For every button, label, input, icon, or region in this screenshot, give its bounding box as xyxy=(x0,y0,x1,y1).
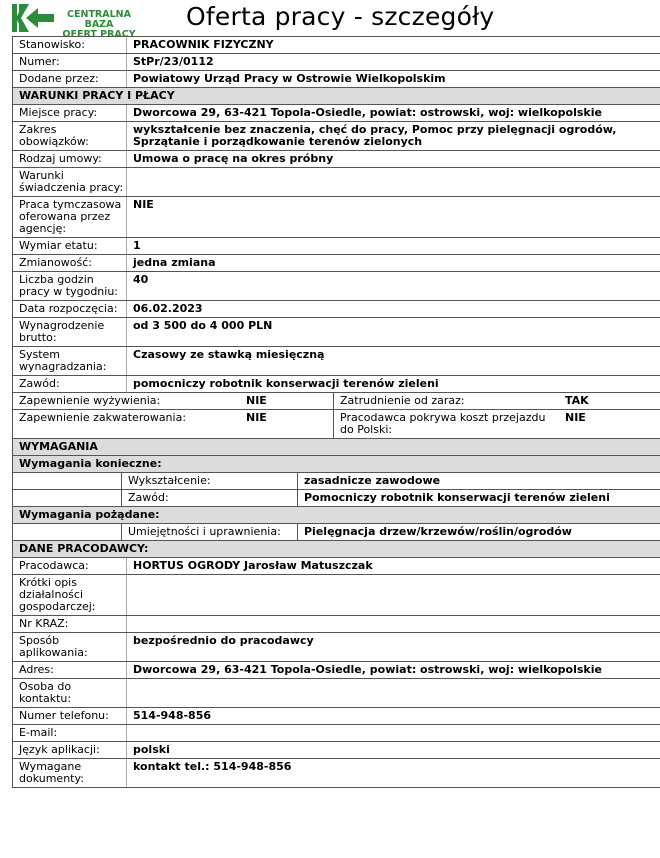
field-row xyxy=(13,37,660,54)
field-value: 514-948-856 xyxy=(126,708,660,724)
field-label: Liczba godzin pracy w tygodniu: xyxy=(19,273,119,298)
field-label: Osoba do kontaktu: xyxy=(19,680,72,705)
field-row xyxy=(13,742,660,759)
field-label: Praca tymczasowa oferowana przez agencję: xyxy=(19,198,122,235)
field-row xyxy=(13,301,660,318)
field-row xyxy=(13,679,660,708)
field-label: Stanowisko: xyxy=(19,38,85,51)
field-row xyxy=(13,151,660,168)
page-header xyxy=(0,0,660,40)
field-row xyxy=(13,255,660,272)
field-label: Miejsce pracy: xyxy=(19,106,98,119)
field-row xyxy=(13,725,660,742)
field-label: E-mail: xyxy=(19,726,58,739)
subsection-header-required: Wymagania konieczne: xyxy=(13,456,660,473)
field-row xyxy=(13,575,660,616)
field-label: Pracodawca: xyxy=(19,559,89,572)
logo-line-1: CENTRALNA BAZA xyxy=(67,9,131,30)
field-row xyxy=(13,616,660,633)
field-row xyxy=(13,122,660,151)
field-value: NIE xyxy=(126,197,660,237)
field-row xyxy=(13,662,660,679)
field-label: Wynagrodzenie brutto: xyxy=(19,319,105,344)
field-label: Zakres obowiązków: xyxy=(19,123,89,148)
field-value xyxy=(126,616,660,632)
field-value: jedna zmiana xyxy=(126,255,660,271)
field-label: Wymiar etatu: xyxy=(19,239,98,252)
field-row xyxy=(13,54,660,71)
field-row xyxy=(13,558,660,575)
field-label: Zawód: xyxy=(19,377,60,390)
field-label: Zmianowość: xyxy=(19,256,92,269)
field-value: 1 xyxy=(126,238,660,254)
requirement-value: zasadnicze zawodowe xyxy=(297,473,660,489)
field-value: PRACOWNIK FIZYCZNY xyxy=(126,37,660,53)
field-label: Rodzaj umowy: xyxy=(19,152,102,165)
field-label: Nr KRAZ: xyxy=(19,617,69,630)
field-label: Warunki świadczenia pracy: xyxy=(19,169,124,194)
benefit-label: Zapewnienie wyżywienia: xyxy=(19,394,161,407)
field-value: Dworcowa 29, 63-421 Topola-Osiedle, powiat: ostrowski, woj: wielkopolskie xyxy=(126,662,660,678)
benefits-row xyxy=(13,410,660,439)
field-row xyxy=(13,633,660,662)
page-title: Oferta pracy - szczegóły xyxy=(186,2,495,31)
field-value: 06.02.2023 xyxy=(126,301,660,317)
field-value: HORTUS OGRODY Jarosław Matuszczak xyxy=(126,558,660,574)
benefit-value: NIE xyxy=(246,394,267,407)
section-header-conditions: WARUNKI PRACY I PŁACY xyxy=(13,88,660,105)
field-value: Powiatowy Urząd Pracy w Ostrowie Wielkopolskim xyxy=(126,71,660,87)
benefit-label: Zatrudnienie od zaraz: xyxy=(333,393,559,409)
field-value: kontakt tel.: 514-948-856 xyxy=(126,759,660,787)
logo-mark-icon xyxy=(12,4,56,32)
requirement-label: Zawód: xyxy=(121,490,297,506)
job-offer-document xyxy=(12,36,660,788)
field-value xyxy=(126,575,660,615)
requirement-label: Umiejętności i uprawnienia: xyxy=(121,524,297,540)
field-value: bezpośrednio do pracodawcy xyxy=(126,633,660,661)
field-row xyxy=(13,759,660,788)
field-label: Dodane przez: xyxy=(19,72,99,85)
field-value xyxy=(126,168,660,196)
field-value xyxy=(126,679,660,707)
field-value: od 3 500 do 4 000 PLN xyxy=(126,318,660,346)
section-header-requirements: WYMAGANIA xyxy=(13,439,660,456)
requirement-row xyxy=(13,473,660,490)
field-row xyxy=(13,318,660,347)
field-value: Umowa o pracę na okres próbny xyxy=(126,151,660,167)
requirement-value: Pielęgnacja drzew/krzewów/roślin/ogrodów xyxy=(297,524,660,540)
benefit-value: NIE xyxy=(565,411,586,424)
field-row xyxy=(13,168,660,197)
requirement-value: Pomocniczy robotnik konserwacji terenów zieleni xyxy=(297,490,660,506)
benefit-label: Zapewnienie zakwaterowania: xyxy=(19,411,187,424)
field-label: Sposób aplikowania: xyxy=(19,634,88,659)
field-value: wykształcenie bez znaczenia, chęć do pracy, Pomoc przy pielęgnacji ogrodów, Sprzątanie i porządkowanie terenów zielonych xyxy=(126,122,660,150)
field-row xyxy=(13,71,660,88)
logo-line-2: OFERT PRACY xyxy=(62,29,136,40)
field-row xyxy=(13,708,660,725)
field-value: Dworcowa 29, 63-421 Topola-Osiedle, powiat: ostrowski, woj: wielkopolskie xyxy=(126,105,660,121)
field-value: Czasowy ze stawką miesięczną xyxy=(126,347,660,375)
field-label: Wymagane dokumenty: xyxy=(19,760,84,785)
field-label: Adres: xyxy=(19,663,54,676)
requirement-label: Wykształcenie: xyxy=(121,473,297,489)
field-value: 40 xyxy=(126,272,660,300)
section-header-employer: DANE PRACODAWCY: xyxy=(13,541,660,558)
field-row xyxy=(13,347,660,376)
field-label: Krótki opis działalności gospodarczej: xyxy=(19,576,96,613)
field-label: Język aplikacji: xyxy=(19,743,100,756)
field-row xyxy=(13,105,660,122)
benefits-row xyxy=(13,393,660,410)
requirement-row xyxy=(13,524,660,541)
field-value: polski xyxy=(126,742,660,758)
subsection-header-desired: Wymagania pożądane: xyxy=(13,507,660,524)
requirement-row xyxy=(13,490,660,507)
field-value: StPr/23/0112 xyxy=(126,54,660,70)
benefit-value: TAK xyxy=(565,394,589,407)
field-label: System wynagradzania: xyxy=(19,348,107,373)
field-row xyxy=(13,272,660,301)
benefit-value: NIE xyxy=(246,411,267,424)
field-label: Numer: xyxy=(19,55,60,68)
benefit-label: Pracodawca pokrywa koszt przejazdu do Polski: xyxy=(333,410,559,438)
cbop-logo xyxy=(12,4,137,40)
field-value xyxy=(126,725,660,741)
field-value: pomocniczy robotnik konserwacji terenów zieleni xyxy=(126,376,660,392)
field-label: Data rozpoczęcia: xyxy=(19,302,118,315)
field-row xyxy=(13,238,660,255)
field-label: Numer telefonu: xyxy=(19,709,109,722)
field-row xyxy=(13,376,660,393)
field-row xyxy=(13,197,660,238)
